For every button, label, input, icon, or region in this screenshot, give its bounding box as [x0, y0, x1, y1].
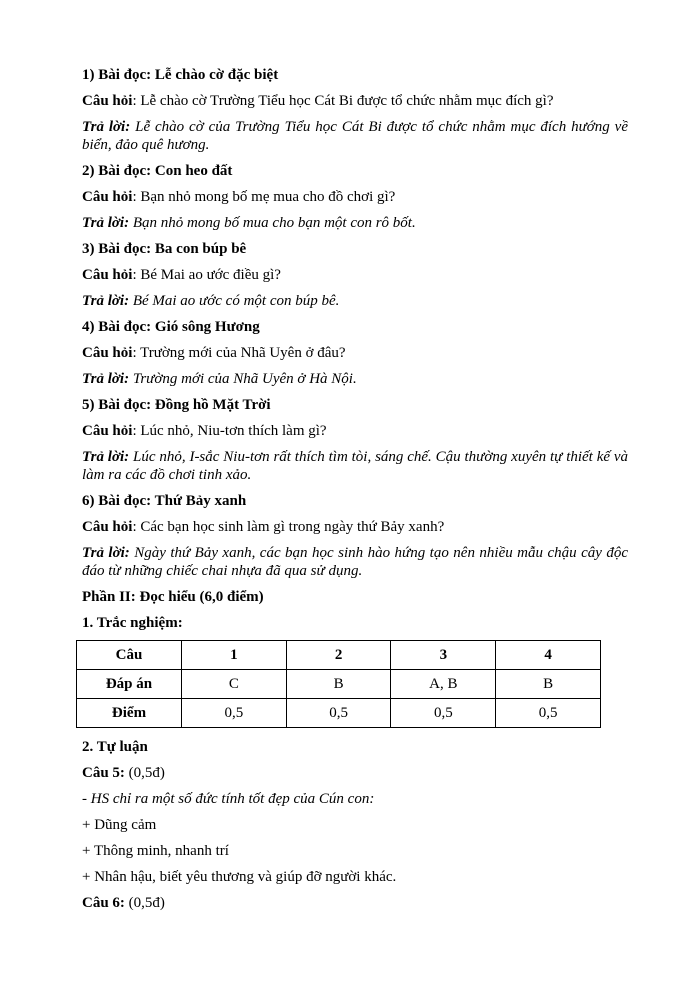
section-6-question	[82, 518, 628, 536]
table-cell: B	[496, 670, 601, 699]
question-text: : Bé Mai ao ước điều gì?	[132, 267, 281, 283]
table-row-header: Điểm	[77, 699, 182, 728]
table-header-cell: Câu	[77, 641, 182, 670]
section-5-question	[82, 422, 628, 440]
answer-label: Trả lời:	[82, 119, 131, 135]
table-header-cell: 1	[181, 641, 286, 670]
question-text: : Trường mới của Nhã Uyên ở đâu?	[132, 345, 346, 361]
question-5-intro: - HS chỉ ra một số đức tính tốt đẹp của Cún con:	[82, 791, 375, 807]
section-4-answer	[82, 370, 628, 388]
essay-heading: 2. Tự luận	[82, 739, 148, 755]
section-3-question	[82, 266, 628, 284]
list-item: + Dũng cảm	[82, 817, 157, 833]
list-item: + Thông minh, nhanh trí	[82, 843, 229, 859]
section-1-title: 1) Bài đọc: Lễ chào cờ đặc biệt	[82, 67, 279, 83]
answer-label: Trả lời:	[82, 215, 130, 231]
question-label: Câu hỏi	[82, 93, 133, 109]
section-4-title: 4) Bài đọc: Gió sông Hương	[82, 319, 260, 335]
section-1-question	[82, 92, 628, 110]
table-header-cell: 4	[496, 641, 601, 670]
table-cell: 0,5	[286, 699, 391, 728]
table-cell: A, B	[391, 670, 496, 699]
answer-text: Bạn nhỏ mong bố mua cho bạn một con rô bốt.	[132, 215, 416, 231]
answer-text: Lễ chào cờ của Trường Tiểu học Cát Bi được tổ chức nhằm mục đích hướng về biển, đảo quê hương.	[82, 119, 628, 153]
answer-label: Trả lời:	[82, 371, 130, 387]
question-text: : Các bạn học sinh làm gì trong ngày thứ Bảy xanh?	[132, 519, 445, 535]
answer-text: Bé Mai ao ước có một con búp bê.	[132, 293, 340, 309]
section-3-title: 3) Bài đọc: Ba con búp bê	[82, 241, 247, 257]
table-cell: 0,5	[181, 699, 286, 728]
table-header-cell: 3	[391, 641, 496, 670]
table-cell: 0,5	[496, 699, 601, 728]
question-5-points: (0,5đ)	[124, 765, 165, 781]
question-label: Câu hỏi	[82, 267, 133, 283]
question-5-line	[82, 764, 628, 782]
question-6-points: (0,5đ)	[124, 895, 165, 911]
answer-text: Lúc nhỏ, I-sắc Niu-tơn rất thích tìm tòi, sáng chế. Cậu thường xuyên tự thiết kế và làm ra các đồ chơi tinh xảo.	[82, 449, 629, 483]
document-page	[82, 66, 628, 920]
table-cell: B	[286, 670, 391, 699]
table-header-cell: 2	[286, 641, 391, 670]
section-2-question	[82, 188, 628, 206]
question-label: Câu hỏi	[82, 189, 133, 205]
question-5-label: Câu 5:	[82, 765, 125, 781]
section-6-answer	[82, 544, 628, 580]
question-6-label: Câu 6:	[82, 895, 125, 911]
answer-text: Trường mới của Nhã Uyên ở Hà Nội.	[132, 371, 357, 387]
table-row	[77, 699, 601, 728]
table-row-header: Đáp án	[77, 670, 182, 699]
table-cell: 0,5	[391, 699, 496, 728]
list-item: + Nhân hậu, biết yêu thương và giúp đỡ người khác.	[82, 869, 397, 885]
table-cell: C	[181, 670, 286, 699]
table-row	[77, 670, 601, 699]
part-2-heading: Phần II: Đọc hiểu (6,0 điểm)	[82, 589, 264, 605]
answer-label: Trả lời:	[82, 293, 130, 309]
section-3-answer	[82, 292, 628, 310]
section-6-title: 6) Bài đọc: Thứ Bảy xanh	[82, 493, 247, 509]
question-label: Câu hỏi	[82, 519, 133, 535]
question-text: : Lễ chào cờ Trường Tiểu học Cát Bi được tổ chức nhằm mục đích gì?	[132, 93, 554, 109]
question-text: : Lúc nhỏ, Niu-tơn thích làm gì?	[132, 423, 327, 439]
question-6-line	[82, 894, 628, 912]
question-label: Câu hỏi	[82, 423, 133, 439]
section-4-question	[82, 344, 628, 362]
section-2-answer	[82, 214, 628, 232]
multiple-choice-heading: 1. Trắc nghiệm:	[82, 615, 183, 631]
question-label: Câu hỏi	[82, 345, 133, 361]
section-5-answer	[82, 448, 628, 484]
answer-label: Trả lời:	[82, 449, 130, 465]
question-text: : Bạn nhỏ mong bố mẹ mua cho đồ chơi gì?	[132, 189, 396, 205]
answer-text: Ngày thứ Bảy xanh, các bạn học sinh hào hứng tạo nên nhiều mẫu chậu cây độc đáo từ những chiếc chai nhựa đã qua sử dụng.	[82, 545, 628, 579]
section-5-title: 5) Bài đọc: Đồng hồ Mặt Trời	[82, 397, 271, 413]
answer-table	[76, 640, 601, 728]
section-2-title: 2) Bài đọc: Con heo đất	[82, 163, 233, 179]
table-header-row	[77, 641, 601, 670]
answer-label: Trả lời:	[82, 545, 130, 561]
section-1-answer	[82, 118, 628, 154]
